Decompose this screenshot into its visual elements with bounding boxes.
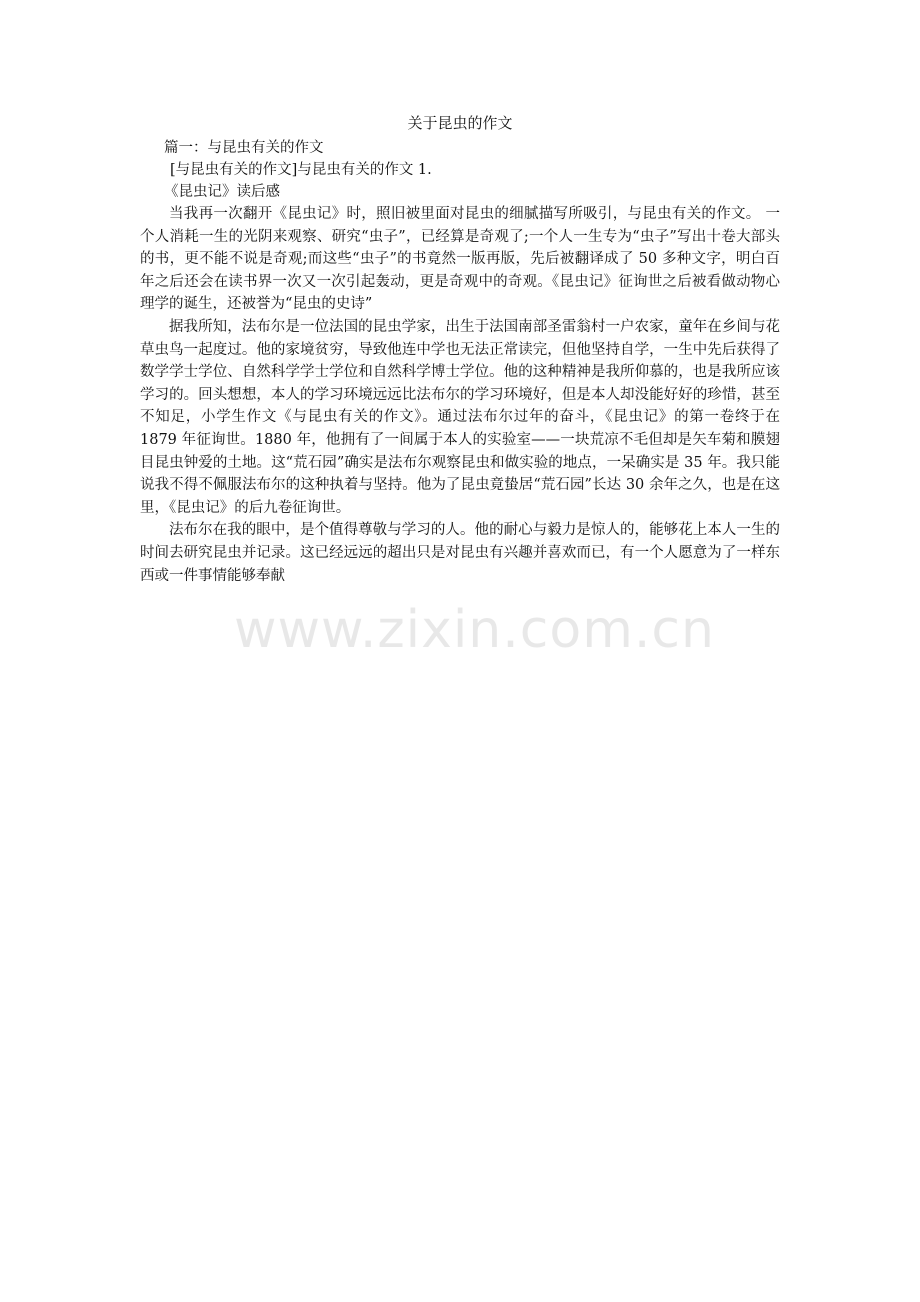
subheading: [与昆虫有关的作文]与昆虫有关的作文 1. (170, 162, 432, 178)
essay-title: 《昆虫记》读后感 (164, 184, 280, 200)
paragraph-1: 当我再一次翻开《昆虫记》时，照旧被里面对昆虫的细腻描写所吸引，与昆虫有关的作文。 一个人消耗一生的光阴来观察、研究“虫子”，已经算是奇观了;一个人一生专为“虫子”写出十卷大部头的书，更不能不说是奇观;而这些“虫子”的书竟然一版再版，先后被翻译成了 50 多种文字，明白百年之后还会在读书界一次又一次引起轰动，更是奇观中的奇观。《昆虫记》征询世之后被看做动物心理学的诞生，还被誉为“昆虫的史诗” (140, 206, 780, 313)
paragraph-3: 法布尔在我的眼中，是个值得尊敬与学习的人。他的耐心与毅力是惊人的，能够花上本人一生的时间去研究昆虫并记录。这已经远远的超出只是对昆虫有兴趣并喜欢而已，有一个人愿意为了一样东西或一件事情能够奉献 (140, 522, 780, 584)
page-title: 关于昆虫的作文 (407, 114, 513, 132)
watermark: www.zixin.com.cn (234, 600, 715, 660)
document-page (140, 112, 780, 587)
paragraph-2: 据我所知，法布尔是一位法国的昆虫学家，出生于法国南部圣雷翁村一户农家，童年在乡间与花草虫鸟一起度过。他的家境贫穷，导致他连中学也无法正常读完，但他坚持自学，一生中先后获得了数学学士学位、自然科学学士学位和自然科学博士学位。他的这种精神是我所仰慕的，也是我所应该学习的。回头想想，本人的学习环境远远比法布尔的学习环境好，但是本人却没能好好的珍惜，甚至不知足，小学生作文《与昆虫有关的作文》。通过法布尔过年的奋斗，《昆虫记》的第一卷终于在 1879 年征询世。1880 年，他拥有了一间属于本人的实验室——一块荒凉不毛但却是矢车菊和膜翅目昆虫钟爱的土地。这“荒石园”确实是法布尔观察昆虫和做实验的地点，一呆确实是 35 年。我只能说我不得不佩服法布尔的这种执着与坚持。他为了昆虫竟蛰居“荒石园”长达 30 余年之久，也是在这里，《昆虫记》的后九卷征询世。 (140, 318, 780, 516)
section-heading: 篇一：与昆虫有关的作文 (164, 140, 324, 156)
